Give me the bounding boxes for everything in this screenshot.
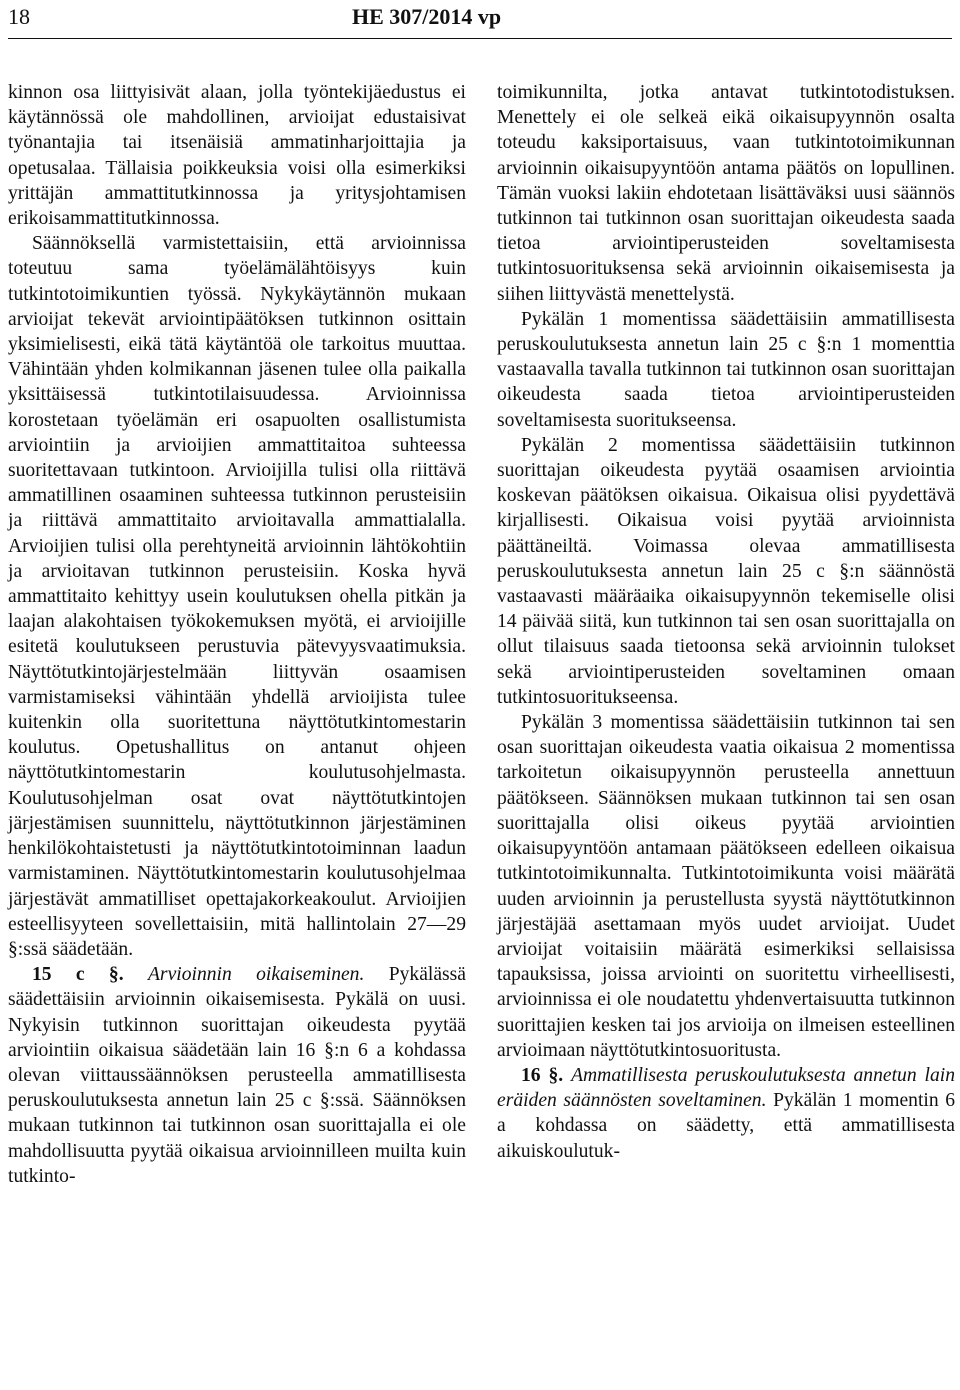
paragraph: Pykälän 1 momentissa säädettäisiin ammatillisesta peruskoulutuksesta annetun lain 25 c §:n 1 momenttia vastaavalla tavalla tutkinnon tai tutkinnon osan suorittajan oikeudesta saada tietoa arviointiperusteiden soveltamisesta suoritukseensa. bbox=[497, 308, 955, 431]
section-number: 15 c §. bbox=[32, 964, 124, 986]
section-text: Pykälässä säädettäisiin arvioinnin oikaisemisesta. Pykälä on uusi. Nykyisin tutkinnon suorittajan oikeudesta pyytää arviointiin oikaisua säädetään lain 16 §:n 6 a kohdassa olevan viittaussäännöksen perusteella ammatillisesta peruskoulutuksesta annetun lain 25 c §:ssä. Säännöksen mukaan tutkinnon tai tutkinnon osan suorittajalla ei ole mahdollisuutta pyytää oikaisua arvioinnilleen muilta kuin tutkinto- bbox=[8, 964, 466, 1187]
paragraph: Säännöksellä varmistettaisiin, että arvioinnissa toteutuu sama työelämälähtöisyys kuin tutkintotoimikuntien työssä. Nykykäytännön mukaan arvioijat tekevät arviointipäätöksen tutkinnon osittain yksimielisesti, eikä tätä käytäntöä ole tarkoitus muuttaa. Vähintään yhden kolmikannan jäsenen tulee olla paikalla yksittäisessä tutkintotilaisuudessa. Arvioinnissa korostetaan työelämän eri osapuolten osallistumista arviointiin ja arvioijien ammattitaitoa suhteessa suoritettavaan tutkintoon. Arvioijilla tulisi olla riittävä ammatillinen osaaminen suhteessa tutkinnon perusteisiin ja riittävä ammattitaito arvioitavalla ammattialalla. Arvioijien tulisi olla perehtyneitä arvioinnin lähtökohtiin ja arvioitavan tutkinnon perusteisiin. Koska hyvä ammattitaito kehittyy usein koulutuksen ohella pitkän ja laajan alakohtaisen työkokemuksen myötä, ei arvioijille esitetä koulutukseen perustuvia pätevyysvaatimuksia. Näyttötutkintojärjestelmään liittyvän osaamisen varmistamiseksi vähintään yhdellä arvioijista tulee kuitenkin olla suoritettuna näyttötutkintomestarin koulutus. Opetushallitus on antanut ohjeen näyttötutkintomestarin koulutusohjelmasta. Koulutusohjelman osat ovat näyttötutkintojen järjestämisen suunnittelu, näyttötutkinnon järjestäminen henkilökohtaistetusti ja näyttötutkintotoiminnan laadun varmistaminen. Näyttötutkintomestarin koulutusohjelmaa järjestävät ammatilliset opettajakorkeakoulut. Arvioijien esteellisyyteen sovellettaisiin, mitä hallintolain 27—29 §:ssä säädetään. bbox=[8, 233, 466, 960]
section-text: Pykälän 1 momentin 6 a kohdassa on säädetty, että ammatillisesta aikuiskoulutuk- bbox=[497, 1090, 956, 1162]
paragraph: toimikunnilta, jotka antavat tutkintotodistuksen. Menettely ei ole selkeä eikä oikaisupyynnön osalta toteudu kaksiportaisuus, vaan tutkintotoimikunnan arvioinnin oikaisupyyntöön antama päätös on lopullinen. Tämän vuoksi lakiin ehdotetaan lisättäväksi uusi säännös tutkinnon tai tutkinnon osan suorittajan oikeudesta saada tietoa arviointiperusteiden soveltamisesta tutkintosuorituksensa sekä arvioinnin oikaisemisesta ja siihen liittyvästä menettelystä. bbox=[497, 82, 955, 305]
paragraph: Pykälän 2 momentissa säädettäisiin tutkinnon suorittajan oikeudesta pyytää osaamisen arviointia koskevan päätöksen oikaisua. Oikaisua olisi pyydettävä kirjallisesti. Oikaisua voisi pyytää arvioinnista päättäneiltä. Voimassa olevaa ammatillisesta peruskoulutuksesta annetun lain 25 c §:n säännöstä vastaavasti määräaika oikaisupyynnön tekemiselle olisi 14 päivää siitä, kun tutkinnon tai sen osan suorittajalla on ollut tilaisuus saada tietoonsa sekä arvioinnin tulokset sekä arviointiperusteiden soveltaminen omaan tutkintosuoritukseensa. bbox=[497, 434, 955, 708]
section-15c bbox=[8, 962, 466, 1189]
page-number: 18 bbox=[8, 4, 30, 29]
document-id: HE 307/2014 vp bbox=[352, 4, 502, 29]
section-title: Ammatillisesta peruskoulutuksesta annetun lain eräiden säännösten soveltaminen. bbox=[497, 1064, 955, 1112]
section-16 bbox=[497, 1063, 955, 1164]
left-column bbox=[8, 80, 466, 1189]
page-header bbox=[8, 0, 952, 34]
section-number: 16 §. bbox=[521, 1064, 564, 1086]
header-divider bbox=[8, 38, 952, 39]
paragraph: Pykälän 3 momentissa säädettäisiin tutkinnon tai sen osan suorittajan oikeudesta vaatia oikaisua 2 momentissa tarkoitetun oikaisupyynnön perusteella annettuun päätökseen. Säännöksen mukaan tutkinnon tai sen osan suorittajalla olisi oikeus pyytää arviointien oikaisupyyntöön antamaan päätökseen edelleen oikaisua tutkintotoimikunnalta. Tutkintotoimikunta voisi määrätä uuden arvioinnin ja perustellusta syystä näyttötutkinnon järjestäjää asettamaan myös uudet arvioijat. Uudet arvioijat voitaisiin määrätä esimerkiksi sellaisissa tapauksissa, joissa arviointi on suoritettu virheellisesti, arvioinnissa ei ole noudatettu yhdenvertaisuutta tutkinnon suorittajien kesken tai jos arvioija on ilmeisen esteellinen arvioimaan näyttötutkintosuoritusta. bbox=[497, 712, 955, 1061]
paragraph: kinnon osa liittyisivät alaan, jolla työntekijäedustus ei käytännössä ole mahdollinen, arvioijat edustaisivat työnantajia tai itsenäisiä ammatinharjoittajia ja opetusalaa. Tällaisia poikkeuksia voisi olla esimerkiksi yrittäjän ammattitutkinnossa ja yritysjohtamisen erikoisammattitutkinnossa. bbox=[8, 82, 466, 230]
section-title: Arvioinnin oikaiseminen. bbox=[147, 964, 365, 986]
right-column bbox=[497, 80, 955, 1164]
